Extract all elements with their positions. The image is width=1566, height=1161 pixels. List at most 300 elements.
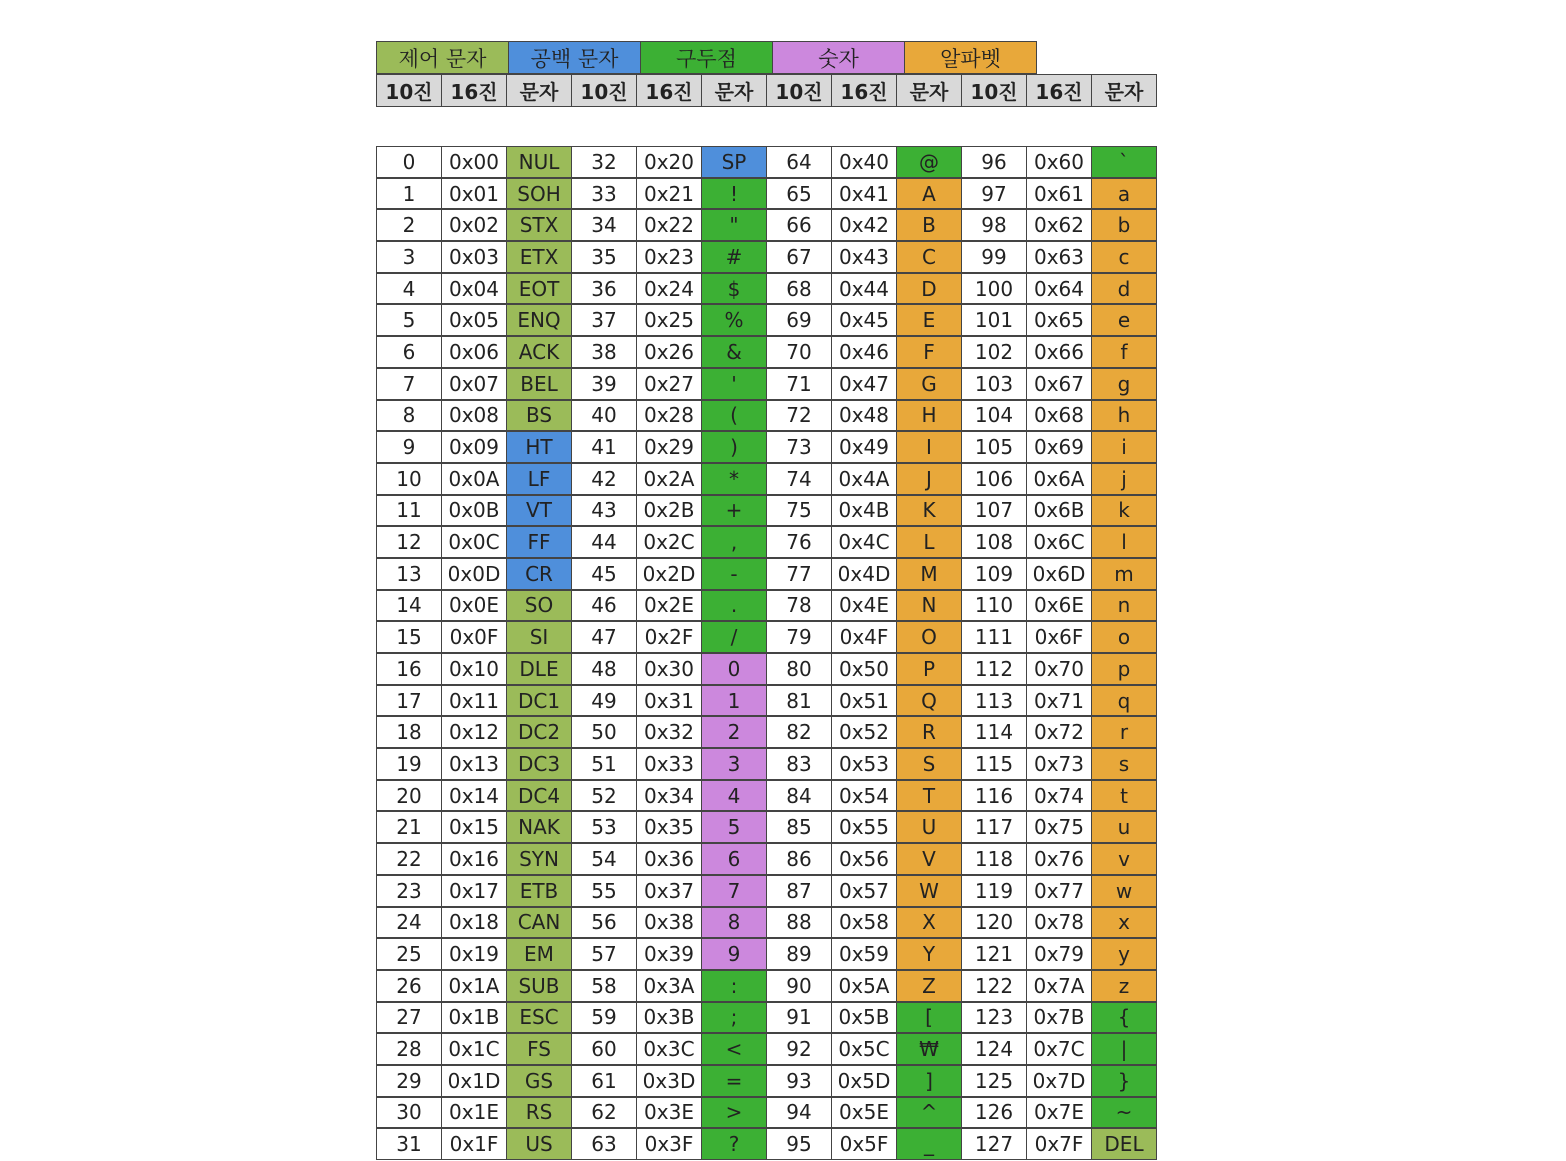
cell-char: E <box>896 304 962 336</box>
cell-hex: 0x21 <box>636 178 702 210</box>
cell-hex: 0x6F <box>1026 621 1092 653</box>
cell-dec: 126 <box>961 1097 1027 1129</box>
cell-hex: 0x4A <box>831 463 897 495</box>
cell-dec: 39 <box>571 368 637 400</box>
cell-hex: 0x4F <box>831 621 897 653</box>
cell-hex: 0x3E <box>636 1097 702 1129</box>
cell-hex: 0x49 <box>831 431 897 463</box>
cell-dec: 96 <box>961 146 1027 178</box>
cell-dec: 127 <box>961 1128 1027 1160</box>
cell-dec: 16 <box>376 653 442 685</box>
cell-dec: 9 <box>376 431 442 463</box>
cell-hex: 0x53 <box>831 748 897 780</box>
cell-dec: 116 <box>961 780 1027 812</box>
cell-dec: 92 <box>766 1033 832 1065</box>
cell-dec: 109 <box>961 558 1027 590</box>
cell-char: { <box>1091 1002 1157 1034</box>
cell-dec: 38 <box>571 336 637 368</box>
cell-hex: 0x32 <box>636 716 702 748</box>
table-row <box>376 971 1157 1003</box>
cell-char: s <box>1091 748 1157 780</box>
cell-char: J <box>896 463 962 495</box>
cell-char: * <box>701 463 767 495</box>
cell-dec: 12 <box>376 526 442 558</box>
cell-hex: 0x6D <box>1026 558 1092 590</box>
cell-hex: 0x03 <box>441 241 507 273</box>
cell-dec: 40 <box>571 400 637 432</box>
table-row <box>376 496 1157 528</box>
cell-hex: 0x42 <box>831 209 897 241</box>
cell-char: ; <box>701 1002 767 1034</box>
cell-dec: 94 <box>766 1097 832 1129</box>
cell-hex: 0x0A <box>441 463 507 495</box>
cell-hex: 0x40 <box>831 146 897 178</box>
cell-hex: 0x3C <box>636 1033 702 1065</box>
cell-dec: 59 <box>571 1002 637 1034</box>
cell-char: 4 <box>701 780 767 812</box>
cell-char: D <box>896 273 962 305</box>
cell-hex: 0x52 <box>831 716 897 748</box>
column-header: 16진 <box>831 74 897 107</box>
cell-hex: 0x02 <box>441 209 507 241</box>
cell-char: U <box>896 811 962 843</box>
cell-dec: 117 <box>961 811 1027 843</box>
cell-char: 2 <box>701 716 767 748</box>
table-row <box>376 559 1157 591</box>
cell-hex: 0x3A <box>636 970 702 1002</box>
cell-char: l <box>1091 526 1157 558</box>
cell-dec: 10 <box>376 463 442 495</box>
cell-dec: 21 <box>376 811 442 843</box>
table-row <box>376 876 1157 908</box>
cell-hex: 0x1D <box>441 1065 507 1097</box>
cell-char: ! <box>701 178 767 210</box>
cell-char: - <box>701 558 767 590</box>
cell-char: Q <box>896 685 962 717</box>
cell-dec: 1 <box>376 178 442 210</box>
cell-dec: 105 <box>961 431 1027 463</box>
cell-hex: 0x1C <box>441 1033 507 1065</box>
table-body <box>376 147 1157 1161</box>
cell-char: = <box>701 1065 767 1097</box>
cell-hex: 0x5A <box>831 970 897 1002</box>
cell-char: x <box>1091 907 1157 939</box>
cell-char: p <box>1091 653 1157 685</box>
cell-hex: 0x1B <box>441 1002 507 1034</box>
cell-dec: 25 <box>376 938 442 970</box>
cell-char: HT <box>506 431 572 463</box>
table-row <box>376 749 1157 781</box>
cell-dec: 81 <box>766 685 832 717</box>
cell-char: ACK <box>506 336 572 368</box>
cell-hex: 0x78 <box>1026 907 1092 939</box>
cell-char: n <box>1091 590 1157 622</box>
table-row <box>376 591 1157 623</box>
cell-dec: 90 <box>766 970 832 1002</box>
cell-dec: 17 <box>376 685 442 717</box>
cell-char: BEL <box>506 368 572 400</box>
cell-char: GS <box>506 1065 572 1097</box>
cell-hex: 0x79 <box>1026 938 1092 970</box>
cell-dec: 123 <box>961 1002 1027 1034</box>
table-row <box>376 1034 1157 1066</box>
cell-dec: 42 <box>571 463 637 495</box>
cell-char: f <box>1091 336 1157 368</box>
cell-hex: 0x11 <box>441 685 507 717</box>
cell-hex: 0x3F <box>636 1128 702 1160</box>
column-header: 문자 <box>701 74 767 107</box>
cell-char: A <box>896 178 962 210</box>
cell-hex: 0x22 <box>636 209 702 241</box>
cell-hex: 0x25 <box>636 304 702 336</box>
cell-char: ' <box>701 368 767 400</box>
cell-dec: 100 <box>961 273 1027 305</box>
cell-dec: 122 <box>961 970 1027 1002</box>
cell-hex: 0x77 <box>1026 875 1092 907</box>
table-row <box>376 179 1157 211</box>
cell-hex: 0x46 <box>831 336 897 368</box>
cell-char: c <box>1091 241 1157 273</box>
cell-dec: 108 <box>961 526 1027 558</box>
cell-hex: 0x0B <box>441 495 507 527</box>
cell-char: L <box>896 526 962 558</box>
cell-hex: 0x00 <box>441 146 507 178</box>
cell-hex: 0x5C <box>831 1033 897 1065</box>
table-row <box>376 401 1157 433</box>
cell-dec: 101 <box>961 304 1027 336</box>
cell-char: Y <box>896 938 962 970</box>
cell-hex: 0x29 <box>636 431 702 463</box>
cell-hex: 0x63 <box>1026 241 1092 273</box>
cell-char: DC4 <box>506 780 572 812</box>
cell-char: US <box>506 1128 572 1160</box>
cell-char: h <box>1091 400 1157 432</box>
cell-hex: 0x2B <box>636 495 702 527</box>
cell-char: NAK <box>506 811 572 843</box>
cell-char: 6 <box>701 843 767 875</box>
cell-dec: 58 <box>571 970 637 1002</box>
cell-char: j <box>1091 463 1157 495</box>
cell-char: } <box>1091 1065 1157 1097</box>
cell-hex: 0x5B <box>831 1002 897 1034</box>
cell-dec: 80 <box>766 653 832 685</box>
cell-dec: 30 <box>376 1097 442 1129</box>
column-header: 10진 <box>376 74 442 107</box>
cell-dec: 11 <box>376 495 442 527</box>
cell-dec: 113 <box>961 685 1027 717</box>
cell-dec: 64 <box>766 146 832 178</box>
cell-dec: 7 <box>376 368 442 400</box>
cell-char: 5 <box>701 811 767 843</box>
cell-hex: 0x5D <box>831 1065 897 1097</box>
table-row <box>376 147 1157 179</box>
cell-dec: 8 <box>376 400 442 432</box>
cell-char: i <box>1091 431 1157 463</box>
cell-dec: 55 <box>571 875 637 907</box>
cell-char: DC1 <box>506 685 572 717</box>
cell-dec: 106 <box>961 463 1027 495</box>
cell-dec: 62 <box>571 1097 637 1129</box>
cell-hex: 0x18 <box>441 907 507 939</box>
cell-dec: 75 <box>766 495 832 527</box>
cell-char: z <box>1091 970 1157 1002</box>
cell-dec: 32 <box>571 146 637 178</box>
cell-dec: 52 <box>571 780 637 812</box>
cell-dec: 22 <box>376 843 442 875</box>
cell-hex: 0x56 <box>831 843 897 875</box>
cell-hex: 0x55 <box>831 811 897 843</box>
cell-dec: 79 <box>766 621 832 653</box>
cell-dec: 124 <box>961 1033 1027 1065</box>
cell-dec: 57 <box>571 938 637 970</box>
cell-char: 9 <box>701 938 767 970</box>
cell-hex: 0x4E <box>831 590 897 622</box>
cell-dec: 41 <box>571 431 637 463</box>
cell-hex: 0x15 <box>441 811 507 843</box>
cell-char: q <box>1091 685 1157 717</box>
cell-char: STX <box>506 209 572 241</box>
column-header: 16진 <box>441 74 507 107</box>
cell-hex: 0x6C <box>1026 526 1092 558</box>
cell-char: > <box>701 1097 767 1129</box>
cell-dec: 54 <box>571 843 637 875</box>
table-row <box>376 432 1157 464</box>
cell-char: X <box>896 907 962 939</box>
cell-hex: 0x7C <box>1026 1033 1092 1065</box>
cell-char: W <box>896 875 962 907</box>
cell-dec: 46 <box>571 590 637 622</box>
cell-hex: 0x19 <box>441 938 507 970</box>
cell-hex: 0x0E <box>441 590 507 622</box>
cell-hex: 0x4D <box>831 558 897 590</box>
cell-char: ) <box>701 431 767 463</box>
cell-char: ₩ <box>896 1033 962 1065</box>
legend-alphabet: 알파벳 <box>904 41 1037 74</box>
table-row <box>376 369 1157 401</box>
cell-hex: 0x12 <box>441 716 507 748</box>
cell-hex: 0x62 <box>1026 209 1092 241</box>
cell-hex: 0x3D <box>636 1065 702 1097</box>
cell-char: DEL <box>1091 1128 1157 1160</box>
column-header: 10진 <box>571 74 637 107</box>
cell-dec: 26 <box>376 970 442 1002</box>
cell-char: m <box>1091 558 1157 590</box>
cell-dec: 51 <box>571 748 637 780</box>
cell-char: y <box>1091 938 1157 970</box>
cell-hex: 0x26 <box>636 336 702 368</box>
cell-dec: 84 <box>766 780 832 812</box>
cell-dec: 125 <box>961 1065 1027 1097</box>
cell-hex: 0x44 <box>831 273 897 305</box>
cell-dec: 20 <box>376 780 442 812</box>
cell-hex: 0x60 <box>1026 146 1092 178</box>
cell-dec: 89 <box>766 938 832 970</box>
cell-dec: 97 <box>961 178 1027 210</box>
cell-dec: 103 <box>961 368 1027 400</box>
cell-dec: 120 <box>961 907 1027 939</box>
cell-dec: 49 <box>571 685 637 717</box>
cell-hex: 0x5F <box>831 1128 897 1160</box>
cell-hex: 0x61 <box>1026 178 1092 210</box>
cell-char: [ <box>896 1002 962 1034</box>
cell-dec: 82 <box>766 716 832 748</box>
cell-char: DC2 <box>506 716 572 748</box>
cell-hex: 0x24 <box>636 273 702 305</box>
cell-dec: 77 <box>766 558 832 590</box>
cell-dec: 5 <box>376 304 442 336</box>
cell-char: ETB <box>506 875 572 907</box>
cell-hex: 0x2E <box>636 590 702 622</box>
cell-dec: 6 <box>376 336 442 368</box>
cell-dec: 45 <box>571 558 637 590</box>
cell-dec: 102 <box>961 336 1027 368</box>
cell-hex: 0x05 <box>441 304 507 336</box>
cell-hex: 0x0F <box>441 621 507 653</box>
cell-dec: 63 <box>571 1128 637 1160</box>
cell-char: RS <box>506 1097 572 1129</box>
cell-hex: 0x34 <box>636 780 702 812</box>
cell-dec: 91 <box>766 1002 832 1034</box>
cell-hex: 0x2F <box>636 621 702 653</box>
cell-char: ? <box>701 1128 767 1160</box>
cell-hex: 0x50 <box>831 653 897 685</box>
cell-char: VT <box>506 495 572 527</box>
cell-dec: 24 <box>376 907 442 939</box>
cell-dec: 74 <box>766 463 832 495</box>
cell-dec: 115 <box>961 748 1027 780</box>
table-row <box>376 844 1157 876</box>
cell-dec: 107 <box>961 495 1027 527</box>
cell-dec: 118 <box>961 843 1027 875</box>
cell-hex: 0x59 <box>831 938 897 970</box>
cell-char: u <box>1091 811 1157 843</box>
cell-char: G <box>896 368 962 400</box>
cell-char: 8 <box>701 907 767 939</box>
cell-hex: 0x7D <box>1026 1065 1092 1097</box>
cell-char: FS <box>506 1033 572 1065</box>
cell-dec: 13 <box>376 558 442 590</box>
cell-hex: 0x5E <box>831 1097 897 1129</box>
table-row <box>376 337 1157 369</box>
column-header: 16진 <box>636 74 702 107</box>
cell-char: + <box>701 495 767 527</box>
cell-char: CR <box>506 558 572 590</box>
cell-hex: 0x20 <box>636 146 702 178</box>
column-header: 문자 <box>896 74 962 107</box>
table-row <box>376 1129 1157 1161</box>
cell-dec: 68 <box>766 273 832 305</box>
cell-dec: 78 <box>766 590 832 622</box>
cell-dec: 36 <box>571 273 637 305</box>
cell-char: SYN <box>506 843 572 875</box>
cell-hex: 0x08 <box>441 400 507 432</box>
cell-hex: 0x64 <box>1026 273 1092 305</box>
cell-dec: 61 <box>571 1065 637 1097</box>
cell-hex: 0x70 <box>1026 653 1092 685</box>
cell-dec: 19 <box>376 748 442 780</box>
cell-dec: 56 <box>571 907 637 939</box>
cell-dec: 111 <box>961 621 1027 653</box>
legend-whitespace-chars: 공백 문자 <box>508 41 641 74</box>
cell-hex: 0x31 <box>636 685 702 717</box>
cell-hex: 0x1E <box>441 1097 507 1129</box>
cell-char: B <box>896 209 962 241</box>
cell-hex: 0x35 <box>636 811 702 843</box>
cell-hex: 0x68 <box>1026 400 1092 432</box>
cell-dec: 93 <box>766 1065 832 1097</box>
column-header: 10진 <box>961 74 1027 107</box>
cell-hex: 0x51 <box>831 685 897 717</box>
cell-hex: 0x2A <box>636 463 702 495</box>
cell-hex: 0x66 <box>1026 336 1092 368</box>
cell-dec: 14 <box>376 590 442 622</box>
cell-hex: 0x6B <box>1026 495 1092 527</box>
cell-hex: 0x39 <box>636 938 702 970</box>
cell-char: . <box>701 590 767 622</box>
cell-hex: 0x06 <box>441 336 507 368</box>
cell-char: K <box>896 495 962 527</box>
table-row <box>376 939 1157 971</box>
cell-dec: 48 <box>571 653 637 685</box>
cell-char: ^ <box>896 1097 962 1129</box>
table-row <box>376 242 1157 274</box>
cell-char: 0 <box>701 653 767 685</box>
cell-hex: 0x6E <box>1026 590 1092 622</box>
cell-char: H <box>896 400 962 432</box>
cell-dec: 71 <box>766 368 832 400</box>
cell-hex: 0x33 <box>636 748 702 780</box>
cell-dec: 98 <box>961 209 1027 241</box>
cell-dec: 76 <box>766 526 832 558</box>
cell-hex: 0x69 <box>1026 431 1092 463</box>
cell-char: SOH <box>506 178 572 210</box>
cell-hex: 0x38 <box>636 907 702 939</box>
cell-char: P <box>896 653 962 685</box>
cell-dec: 87 <box>766 875 832 907</box>
cell-hex: 0x10 <box>441 653 507 685</box>
cell-dec: 3 <box>376 241 442 273</box>
cell-char: NUL <box>506 146 572 178</box>
table-row <box>376 781 1157 813</box>
cell-hex: 0x17 <box>441 875 507 907</box>
cell-char: # <box>701 241 767 273</box>
cell-char: Z <box>896 970 962 1002</box>
cell-dec: 85 <box>766 811 832 843</box>
cell-dec: 33 <box>571 178 637 210</box>
cell-dec: 53 <box>571 811 637 843</box>
cell-char: | <box>1091 1033 1157 1065</box>
cell-char: e <box>1091 304 1157 336</box>
cell-hex: 0x7B <box>1026 1002 1092 1034</box>
cell-char: ENQ <box>506 304 572 336</box>
cell-char: BS <box>506 400 572 432</box>
cell-dec: 34 <box>571 209 637 241</box>
cell-dec: 99 <box>961 241 1027 273</box>
cell-dec: 27 <box>376 1002 442 1034</box>
cell-dec: 35 <box>571 241 637 273</box>
cell-dec: 47 <box>571 621 637 653</box>
cell-char: V <box>896 843 962 875</box>
cell-char: v <box>1091 843 1157 875</box>
cell-char: O <box>896 621 962 653</box>
cell-hex: 0x27 <box>636 368 702 400</box>
cell-char: I <box>896 431 962 463</box>
cell-char: ` <box>1091 146 1157 178</box>
cell-hex: 0x4C <box>831 526 897 558</box>
table-row <box>376 686 1157 718</box>
cell-hex: 0x57 <box>831 875 897 907</box>
cell-char: k <box>1091 495 1157 527</box>
